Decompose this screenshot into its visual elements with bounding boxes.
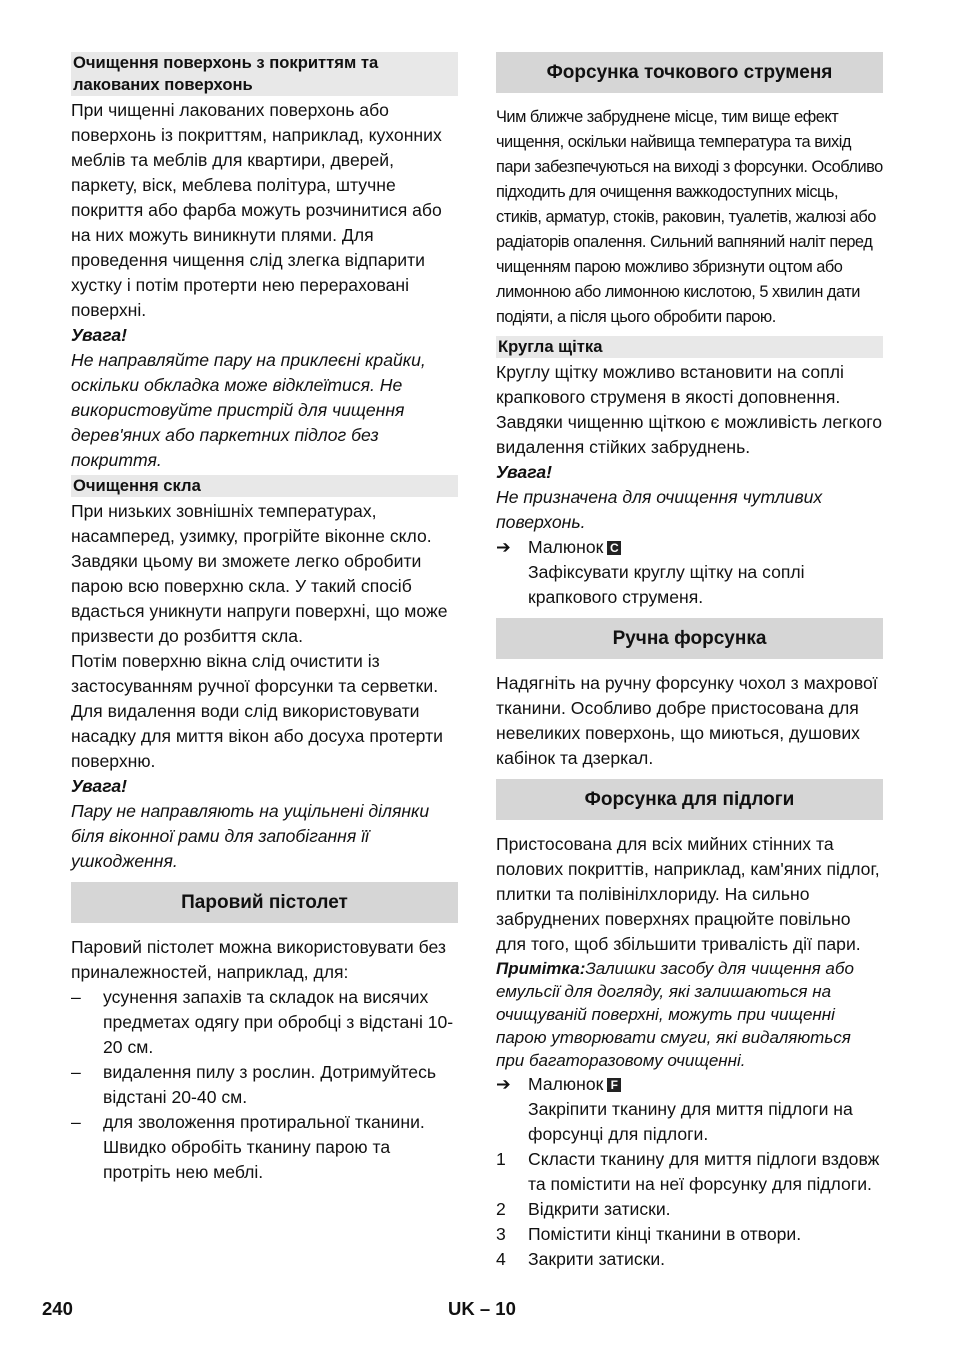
paragraph-point-nozzle: Чим ближче забруднене місце, тим вище ефект чищення, оскільки найвища температура та вихід пари забезпечуються на виході з форсунки. Особливо підходить для очищення важкодоступних місць, стиків, арматур, стоків, раковин, туалетів, жалюзі або радіаторів опалення. Сильний вапняний наліт перед чищенням парою можливо збризнути оцтом або лимонною або лимонною кислотою, 5 хвилин дати подіяти, а після цього обробити парою. (496, 108, 883, 326)
figure-letter-badge: C (607, 541, 621, 555)
figure-letter-badge: F (607, 1078, 621, 1092)
dash-marker: – (71, 1062, 81, 1082)
instruction-step: Закріпити тканину для миття підлоги на форсунці для підлоги. (528, 1099, 853, 1144)
paragraph-glass-2: Потім поверхню вікна слід очистити із застосуванням ручної форсунки та серветки. Для видалення води слід використовувати насадку для миття вікон або досуха протерти поверхню. (71, 651, 443, 771)
right-column (496, 52, 883, 1272)
figure-reference-c: ➔ Малюнок C (496, 535, 883, 560)
list-item: – усунення запахів та складок на висячих предметах одягу при обробці з відстані 10-20 см. (71, 987, 454, 1057)
figure-reference-f: ➔ Малюнок F (496, 1072, 883, 1097)
list-item: – видалення пилу з рослин. Дотримуйтесь відстані 20-40 см. (71, 1062, 437, 1107)
warning-label: Увага! (71, 325, 128, 345)
dash-marker: – (71, 1112, 81, 1132)
left-column (71, 52, 458, 1185)
arrow-right-icon: ➔ (496, 1074, 511, 1094)
paragraph-hand-nozzle: Надягніть на ручну форсунку чохол з махрової тканини. Особливо добре пристосована для невеликих поверхонь, що миються, душових кабінок та дзеркал. (496, 673, 878, 768)
heading-coated-surfaces: Очищення поверхонь з покриттям та лакованих поверхонь (71, 52, 458, 96)
heading-hand-nozzle: Ручна форсунка (496, 618, 883, 659)
heading-round-brush: Кругла щітка (496, 336, 883, 358)
step-number: 2 (496, 1199, 506, 1219)
list-item: 3 Помістити кінці тканини в отвори. (496, 1222, 883, 1247)
list-item: – для зволоження протиральної тканини. Швидко обробіть тканину парою та протріть нею меблі. (71, 1112, 425, 1182)
note-label: Примітка: (496, 959, 586, 978)
step-number: 1 (496, 1149, 506, 1169)
heading-point-nozzle: Форсунка точкового струменя (496, 52, 883, 93)
warning-text: Не призначена для очищення чутливих поверхонь. (496, 487, 823, 532)
arrow-right-icon: ➔ (496, 537, 511, 557)
list-item: 4 Закрити затиски. (496, 1247, 883, 1272)
warning-label: Увага! (496, 462, 553, 482)
warning-text: Пару не направляють на ущільнені ділянки біля віконної рами для запобігання її ушкодження. (71, 801, 430, 871)
list-item: 1 Скласти тканину для миття підлоги вздовж та помістити на неї форсунку для підлоги. (496, 1149, 880, 1194)
step-number: 4 (496, 1249, 506, 1269)
step-number: 3 (496, 1224, 506, 1244)
paragraph-floor-nozzle: Пристосована для всіх мийних стінних та полових покриттів, наприклад, кам'яних підлог, плитки та полівінілхлориду. На сильно забруднених поверхнях працюйте повільно для того, щоб збільшити тривалість дії пари. (496, 834, 880, 954)
page-number: 240 (42, 1298, 73, 1319)
warning-text: Не направляйте пару на приклеєні крайки, оскільки обкладка може відклеїтися. Не використовуйте пристрій для чищення дерев'яних або паркетних підлог без покриття. (71, 350, 426, 470)
dash-marker: – (71, 987, 81, 1007)
warning-label: Увага! (71, 776, 128, 796)
paragraph-coated-surfaces: При чищенні лакованих поверхонь або поверхонь із покриттям, наприклад, кухонних меблів та меблів для квартири, дверей, паркету, віск, меблева політура, штучне покриття або фарба можуть розчинитися або на них можуть виникнути плями. Для проведення чищення слід злегка відпарити хустку і потім протерти нею перераховані поверхні. (71, 100, 442, 320)
note (496, 957, 883, 1072)
note-text: Залишки засобу для чищення або емульсії для догляду, які залишаються на очищуваній поверхні, можуть при чищенні парою утворювати смуги, які видаляються при багаторазовому очищенні. (496, 959, 854, 1070)
heading-steam-gun: Паровий пістолет (71, 882, 458, 923)
heading-glass-cleaning: Очищення скла (71, 475, 458, 497)
list-item: 2 Відкрити затиски. (496, 1197, 883, 1222)
instruction-step: Зафіксувати круглу щітку на соплі крапкового струменя. (528, 562, 805, 607)
paragraph-steam-gun: Паровий пістолет можна використовувати без приналежностей, наприклад, для: (71, 937, 446, 982)
paragraph-glass-1: При низьких зовнішніх температурах, насамперед, узимку, прогрійте віконне скло. Завдяки цьому ви зможете легко обробити парою всю поверхню скла. У такий спосіб вдасться уникнути напруги поверхні, що може призвести до розбиття скла. (71, 501, 448, 646)
paragraph-round-brush: Круглу щітку можливо встановити на соплі крапкового струменя в якості доповнення. Завдяки чищенню щіткою є можливість легкого видалення стійких забруднень. (496, 362, 883, 457)
heading-floor-nozzle: Форсунка для підлоги (496, 779, 883, 820)
section-label: UK – 10 (448, 1298, 516, 1319)
